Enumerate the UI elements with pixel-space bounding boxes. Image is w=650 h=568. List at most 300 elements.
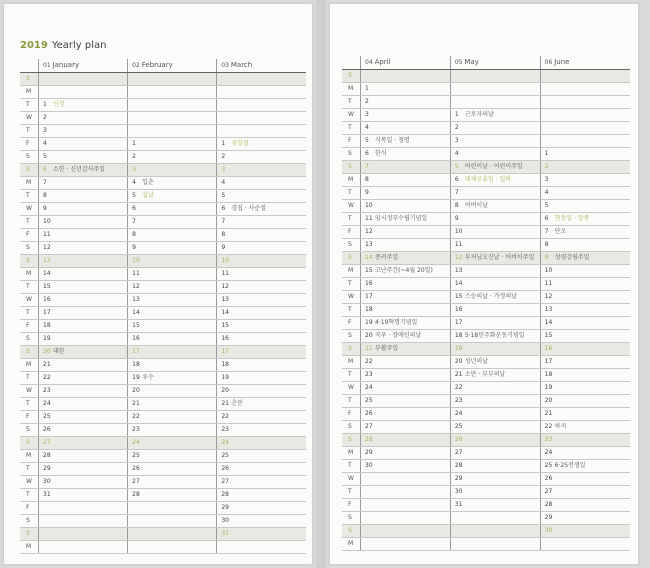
day-cell[interactable]: [217, 294, 306, 307]
day-note: 부처님오신날 · 어버이주일: [464, 254, 535, 261]
day-cell[interactable]: [128, 255, 217, 268]
weekday-letter: S: [20, 255, 39, 268]
day-cell[interactable]: [217, 515, 306, 528]
day-row: [20, 281, 306, 294]
day-cell[interactable]: [361, 473, 451, 486]
day-cell[interactable]: [128, 385, 217, 398]
day-cell[interactable]: [450, 122, 540, 135]
day-cell[interactable]: [450, 408, 540, 421]
day-cell[interactable]: [128, 73, 217, 86]
day-cell[interactable]: [450, 382, 540, 395]
day-number: 22: [43, 374, 51, 381]
day-number: 11: [365, 215, 373, 222]
day-number: 20: [454, 358, 463, 365]
day-cell[interactable]: [39, 268, 128, 281]
day-cell[interactable]: [128, 99, 217, 112]
day-cell[interactable]: [450, 83, 540, 96]
day-cell[interactable]: [540, 317, 630, 330]
day-cell[interactable]: [128, 229, 217, 242]
day-cell[interactable]: [361, 239, 451, 252]
day-cell[interactable]: [217, 151, 306, 164]
day-cell[interactable]: [39, 346, 128, 359]
day-cell[interactable]: [450, 317, 540, 330]
day-cell[interactable]: [450, 330, 540, 343]
month-number: 05: [454, 59, 463, 66]
day-cell[interactable]: [361, 135, 451, 148]
day-number: 17: [365, 293, 373, 300]
day-number: 15: [221, 322, 229, 329]
day-cell[interactable]: [217, 242, 306, 255]
day-cell[interactable]: [361, 408, 451, 421]
weekday-header-cell: [342, 56, 361, 70]
day-cell[interactable]: [540, 291, 630, 304]
day-cell[interactable]: [128, 463, 217, 476]
day-cell[interactable]: [540, 135, 630, 148]
day-cell[interactable]: [361, 434, 451, 447]
day-number: 6: [43, 166, 47, 173]
day-cell[interactable]: [361, 213, 451, 226]
day-cell[interactable]: [540, 200, 630, 213]
day-cell[interactable]: [217, 463, 306, 476]
day-number: 12: [132, 283, 140, 290]
day-cell[interactable]: [361, 356, 451, 369]
day-cell[interactable]: [39, 541, 128, 554]
day-number: 7: [43, 179, 47, 186]
day-cell[interactable]: [128, 528, 217, 541]
day-cell[interactable]: [217, 359, 306, 372]
day-cell[interactable]: [540, 447, 630, 460]
day-cell[interactable]: [540, 96, 630, 109]
day-cell[interactable]: [128, 307, 217, 320]
day-cell[interactable]: [361, 174, 451, 187]
day-cell[interactable]: [540, 538, 630, 551]
weekday-letter: W: [20, 294, 39, 307]
day-cell[interactable]: [39, 437, 128, 450]
day-cell[interactable]: [361, 395, 451, 408]
day-cell[interactable]: [217, 307, 306, 320]
day-cell[interactable]: [450, 278, 540, 291]
day-cell[interactable]: [361, 421, 451, 434]
day-cell[interactable]: [540, 252, 630, 265]
day-cell[interactable]: [450, 187, 540, 200]
day-cell[interactable]: [39, 281, 128, 294]
day-cell[interactable]: [217, 281, 306, 294]
day-cell[interactable]: [540, 304, 630, 317]
day-number: 12: [454, 254, 463, 261]
day-cell[interactable]: [128, 476, 217, 489]
day-row: [342, 369, 630, 382]
day-cell[interactable]: [540, 213, 630, 226]
day-cell[interactable]: [361, 226, 451, 239]
day-cell[interactable]: [39, 151, 128, 164]
day-cell[interactable]: [450, 148, 540, 161]
day-cell[interactable]: [540, 148, 630, 161]
day-cell[interactable]: [39, 450, 128, 463]
day-cell[interactable]: [128, 333, 217, 346]
day-cell[interactable]: [128, 398, 217, 411]
day-cell[interactable]: [450, 395, 540, 408]
day-cell[interactable]: [39, 216, 128, 229]
day-cell[interactable]: [540, 83, 630, 96]
day-cell[interactable]: [128, 502, 217, 515]
weekday-letter: T: [342, 460, 361, 473]
month-name: January: [52, 61, 80, 69]
day-cell[interactable]: [39, 203, 128, 216]
day-cell[interactable]: [217, 437, 306, 450]
day-cell[interactable]: [217, 450, 306, 463]
day-cell[interactable]: [217, 385, 306, 398]
day-cell[interactable]: [217, 333, 306, 346]
day-cell[interactable]: [361, 343, 451, 356]
weekday-letter: T: [342, 486, 361, 499]
day-cell[interactable]: [128, 203, 217, 216]
day-number: 27: [221, 478, 229, 485]
day-cell[interactable]: [217, 203, 306, 216]
day-cell[interactable]: [540, 434, 630, 447]
day-cell[interactable]: [450, 499, 540, 512]
day-number: 19: [454, 345, 463, 352]
day-cell[interactable]: [217, 216, 306, 229]
day-cell[interactable]: [540, 382, 630, 395]
day-cell[interactable]: [128, 489, 217, 502]
day-cell[interactable]: [450, 291, 540, 304]
day-cell[interactable]: [540, 187, 630, 200]
day-number: 29: [221, 504, 229, 511]
day-cell[interactable]: [128, 151, 217, 164]
day-cell[interactable]: [39, 307, 128, 320]
day-cell[interactable]: [128, 86, 217, 99]
day-cell[interactable]: [217, 541, 306, 554]
day-cell[interactable]: [450, 460, 540, 473]
day-cell[interactable]: [450, 161, 540, 174]
day-cell[interactable]: [450, 525, 540, 538]
day-cell[interactable]: [217, 411, 306, 424]
weekday-letter: T: [20, 463, 39, 476]
day-cell[interactable]: [39, 528, 128, 541]
day-cell[interactable]: [217, 502, 306, 515]
day-cell[interactable]: [128, 346, 217, 359]
day-number: 8: [43, 192, 47, 199]
day-cell[interactable]: [217, 320, 306, 333]
weekday-letter: S: [20, 73, 39, 86]
day-cell[interactable]: [217, 268, 306, 281]
day-cell[interactable]: [217, 398, 306, 411]
day-cell[interactable]: [217, 528, 306, 541]
day-number: 23: [221, 426, 229, 433]
day-cell[interactable]: [450, 265, 540, 278]
day-cell[interactable]: [540, 265, 630, 278]
day-number: 24: [544, 449, 553, 456]
day-cell[interactable]: [39, 411, 128, 424]
day-row: [20, 437, 306, 450]
day-number: 9: [43, 205, 47, 212]
day-cell[interactable]: [128, 112, 217, 125]
day-number: 29: [454, 475, 463, 482]
day-cell[interactable]: [128, 320, 217, 333]
day-cell[interactable]: [361, 200, 451, 213]
day-row: [20, 489, 306, 502]
day-cell[interactable]: [450, 70, 540, 83]
day-row: [20, 398, 306, 411]
day-cell[interactable]: [361, 148, 451, 161]
day-cell[interactable]: [128, 411, 217, 424]
day-note: 성년의날: [464, 358, 489, 365]
day-cell[interactable]: [39, 125, 128, 138]
day-cell[interactable]: [540, 356, 630, 369]
day-cell[interactable]: [217, 476, 306, 489]
day-number: 2: [43, 114, 47, 121]
weekday-letter: W: [342, 109, 361, 122]
day-number: 30: [454, 488, 463, 495]
day-cell[interactable]: [39, 190, 128, 203]
day-row: [342, 161, 630, 174]
day-cell[interactable]: [540, 343, 630, 356]
day-cell[interactable]: [540, 408, 630, 421]
day-cell[interactable]: [39, 99, 128, 112]
day-cell[interactable]: [128, 125, 217, 138]
weekday-letter: M: [20, 450, 39, 463]
day-cell[interactable]: [450, 252, 540, 265]
day-cell[interactable]: [450, 356, 540, 369]
day-cell[interactable]: [361, 460, 451, 473]
day-cell[interactable]: [128, 268, 217, 281]
day-number: 25: [544, 462, 553, 469]
day-cell[interactable]: [39, 177, 128, 190]
day-cell[interactable]: [361, 161, 451, 174]
day-cell[interactable]: [128, 242, 217, 255]
day-cell[interactable]: [39, 320, 128, 333]
day-number: 20: [43, 348, 51, 355]
day-cell[interactable]: [217, 424, 306, 437]
day-cell[interactable]: [39, 242, 128, 255]
day-row: [342, 174, 630, 187]
day-cell[interactable]: [540, 226, 630, 239]
day-cell[interactable]: [450, 174, 540, 187]
weekday-letter: S: [20, 242, 39, 255]
day-cell[interactable]: [361, 538, 451, 551]
day-cell[interactable]: [128, 190, 217, 203]
day-number: 21: [132, 400, 140, 407]
day-cell[interactable]: [361, 369, 451, 382]
weekday-letter: S: [20, 346, 39, 359]
day-number: 9: [454, 215, 459, 222]
day-cell[interactable]: [217, 229, 306, 242]
weekday-letter: F: [342, 499, 361, 512]
day-cell[interactable]: [361, 512, 451, 525]
page-gutter: [316, 0, 326, 568]
day-cell[interactable]: [450, 447, 540, 460]
day-cell[interactable]: [128, 177, 217, 190]
day-cell[interactable]: [540, 239, 630, 252]
day-number: 20: [365, 332, 373, 339]
day-row: [342, 187, 630, 200]
day-cell[interactable]: [39, 372, 128, 385]
day-cell[interactable]: [39, 86, 128, 99]
day-cell[interactable]: [361, 122, 451, 135]
day-cell[interactable]: [39, 112, 128, 125]
day-cell[interactable]: [361, 252, 451, 265]
day-cell[interactable]: [361, 265, 451, 278]
day-cell[interactable]: [39, 333, 128, 346]
day-cell[interactable]: [39, 359, 128, 372]
day-cell[interactable]: [39, 229, 128, 242]
day-cell[interactable]: [217, 489, 306, 502]
day-cell[interactable]: [128, 450, 217, 463]
day-cell[interactable]: [361, 447, 451, 460]
day-cell[interactable]: [128, 294, 217, 307]
day-cell[interactable]: [540, 525, 630, 538]
day-cell[interactable]: [361, 96, 451, 109]
day-cell[interactable]: [540, 395, 630, 408]
day-cell[interactable]: [39, 424, 128, 437]
day-cell[interactable]: [450, 538, 540, 551]
day-cell[interactable]: [128, 359, 217, 372]
day-cell[interactable]: [450, 421, 540, 434]
day-cell[interactable]: [217, 125, 306, 138]
day-number: 18: [454, 332, 463, 339]
day-cell[interactable]: [450, 343, 540, 356]
day-cell[interactable]: [39, 385, 128, 398]
day-cell[interactable]: [450, 96, 540, 109]
day-number: 2: [221, 153, 226, 160]
day-cell[interactable]: [540, 70, 630, 83]
day-cell[interactable]: [361, 109, 451, 122]
day-number: 17: [43, 309, 51, 316]
day-cell[interactable]: [128, 424, 217, 437]
day-cell[interactable]: [217, 372, 306, 385]
month-name: June: [554, 58, 570, 66]
day-cell[interactable]: [39, 73, 128, 86]
day-row: [20, 372, 306, 385]
day-cell[interactable]: [128, 216, 217, 229]
day-number: 2: [132, 153, 136, 160]
day-number: 20: [132, 387, 140, 394]
day-cell[interactable]: [361, 278, 451, 291]
day-number: 16: [221, 335, 229, 342]
day-number: 17: [132, 348, 140, 355]
day-cell[interactable]: [39, 489, 128, 502]
day-cell[interactable]: [39, 164, 128, 177]
day-cell[interactable]: [39, 476, 128, 489]
weekday-letter: T: [20, 398, 39, 411]
day-cell[interactable]: [540, 330, 630, 343]
day-cell[interactable]: [450, 473, 540, 486]
day-number: 10: [454, 228, 463, 235]
day-cell[interactable]: [217, 190, 306, 203]
weekday-letter: F: [20, 229, 39, 242]
day-cell[interactable]: [217, 164, 306, 177]
day-cell[interactable]: [540, 174, 630, 187]
day-cell[interactable]: [540, 512, 630, 525]
day-cell[interactable]: [450, 226, 540, 239]
day-row: [20, 112, 306, 125]
day-cell[interactable]: [361, 187, 451, 200]
day-cell[interactable]: [450, 109, 540, 122]
day-cell[interactable]: [361, 382, 451, 395]
day-cell[interactable]: [540, 473, 630, 486]
day-cell[interactable]: [450, 200, 540, 213]
day-cell[interactable]: [450, 486, 540, 499]
day-cell[interactable]: [361, 499, 451, 512]
day-cell[interactable]: [450, 213, 540, 226]
day-cell[interactable]: [128, 138, 217, 151]
day-note: 입춘: [142, 179, 154, 186]
day-cell[interactable]: [217, 138, 306, 151]
day-cell[interactable]: [450, 135, 540, 148]
day-note: 현충일 · 망종: [554, 215, 590, 222]
day-cell[interactable]: [361, 291, 451, 304]
day-cell[interactable]: [540, 421, 630, 434]
day-cell[interactable]: [39, 255, 128, 268]
day-cell[interactable]: [39, 502, 128, 515]
day-number: 28: [221, 491, 229, 498]
day-cell[interactable]: [361, 304, 451, 317]
day-cell[interactable]: [128, 515, 217, 528]
day-cell[interactable]: [450, 512, 540, 525]
day-cell[interactable]: [217, 99, 306, 112]
day-cell[interactable]: [540, 161, 630, 174]
day-cell[interactable]: [450, 239, 540, 252]
day-cell[interactable]: [39, 294, 128, 307]
day-number: 30: [365, 462, 373, 469]
day-cell[interactable]: [540, 369, 630, 382]
day-cell[interactable]: [39, 515, 128, 528]
day-cell[interactable]: [540, 460, 630, 473]
day-note: 어린이날 · 어린이주일: [464, 163, 523, 170]
day-cell[interactable]: [128, 437, 217, 450]
day-cell[interactable]: [217, 73, 306, 86]
day-cell[interactable]: [39, 398, 128, 411]
day-cell[interactable]: [450, 369, 540, 382]
day-number: 9: [221, 244, 226, 251]
day-cell[interactable]: [361, 330, 451, 343]
day-cell[interactable]: [361, 525, 451, 538]
day-row: [20, 320, 306, 333]
day-cell[interactable]: [217, 112, 306, 125]
day-cell[interactable]: [361, 486, 451, 499]
month-header: [128, 59, 217, 73]
day-cell[interactable]: [450, 304, 540, 317]
day-cell[interactable]: [217, 177, 306, 190]
day-cell[interactable]: [217, 86, 306, 99]
day-cell[interactable]: [361, 70, 451, 83]
day-cell[interactable]: [540, 109, 630, 122]
weekday-letter: M: [342, 265, 361, 278]
day-cell[interactable]: [540, 122, 630, 135]
day-cell[interactable]: [128, 281, 217, 294]
day-cell[interactable]: [39, 138, 128, 151]
day-cell[interactable]: [450, 434, 540, 447]
day-number: 16: [365, 280, 373, 287]
month-header: [450, 56, 540, 70]
day-cell[interactable]: [361, 317, 451, 330]
day-cell[interactable]: [361, 83, 451, 96]
weekday-letter: T: [342, 395, 361, 408]
day-cell[interactable]: [128, 164, 217, 177]
day-number: 5: [43, 153, 47, 160]
day-number: 8: [544, 241, 549, 248]
day-cell[interactable]: [217, 346, 306, 359]
day-cell[interactable]: [39, 463, 128, 476]
day-cell[interactable]: [128, 541, 217, 554]
day-number: 3: [43, 127, 47, 134]
day-number: 19: [132, 374, 140, 381]
day-cell[interactable]: [540, 486, 630, 499]
day-cell[interactable]: [217, 255, 306, 268]
day-cell[interactable]: [128, 372, 217, 385]
day-cell[interactable]: [540, 278, 630, 291]
day-cell[interactable]: [540, 499, 630, 512]
